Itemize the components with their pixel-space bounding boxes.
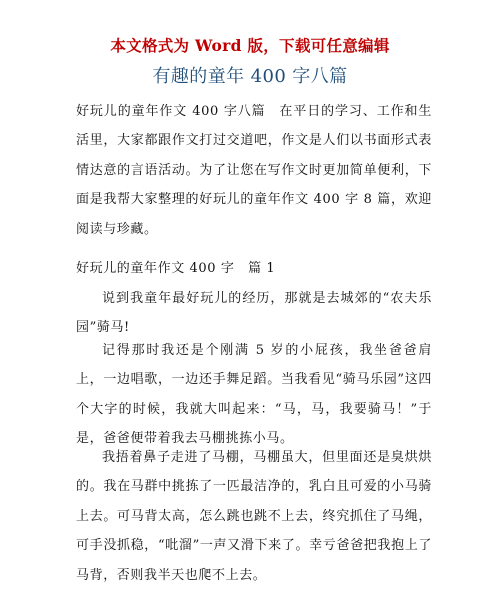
format-notice: 本文格式为 Word 版，下载可任意编辑 [110,36,390,55]
body-paragraph: 我捂着鼻子走进了马棚，马棚虽大，但里面还是臭烘烘的。我在马群中挑拣了一匹最洁净的，乳白且可爱的小马骑上去。可马背太高，怎么跳也跳不上去，终究抓住了马绳，可手没抓稳，“吡溜”一声又滑下来了。幸亏爸爸把我抱上了马背，否则我半天也爬不上去。 [76,450,432,583]
body-paragraph: 说到我童年最好玩儿的经历，那就是去城郊的“农夫乐园”骑马! [76,291,432,336]
section-heading: 好玩儿的童年作文 400 字 篇 1 [76,261,276,276]
document-title: 有趣的童年 400 字八篇 [152,66,348,87]
body-paragraph: 记得那时我还是个刚满 5 岁的小屁孩，我坐爸爸肩上，一边唱歌，一边还手舞足蹈。当我看见“骑马乐园”这四个大字的时候，我就大叫起来：“马，马，我要骑马！”于是，爸爸便带着我去马棚挑拣小马。 [76,343,432,447]
intro-paragraph: 好玩儿的童年作文 400 字八篇 在平日的学习、工作和生活里，大家都跟作文打过交道吧，作文是人们以书面形式表情达意的言语活动。为了让您在写作文时更加简单便利，下面是我帮大家整理的好玩儿的童年作文 400 字 8 篇，欢迎阅读与珍藏。 [76,104,432,237]
